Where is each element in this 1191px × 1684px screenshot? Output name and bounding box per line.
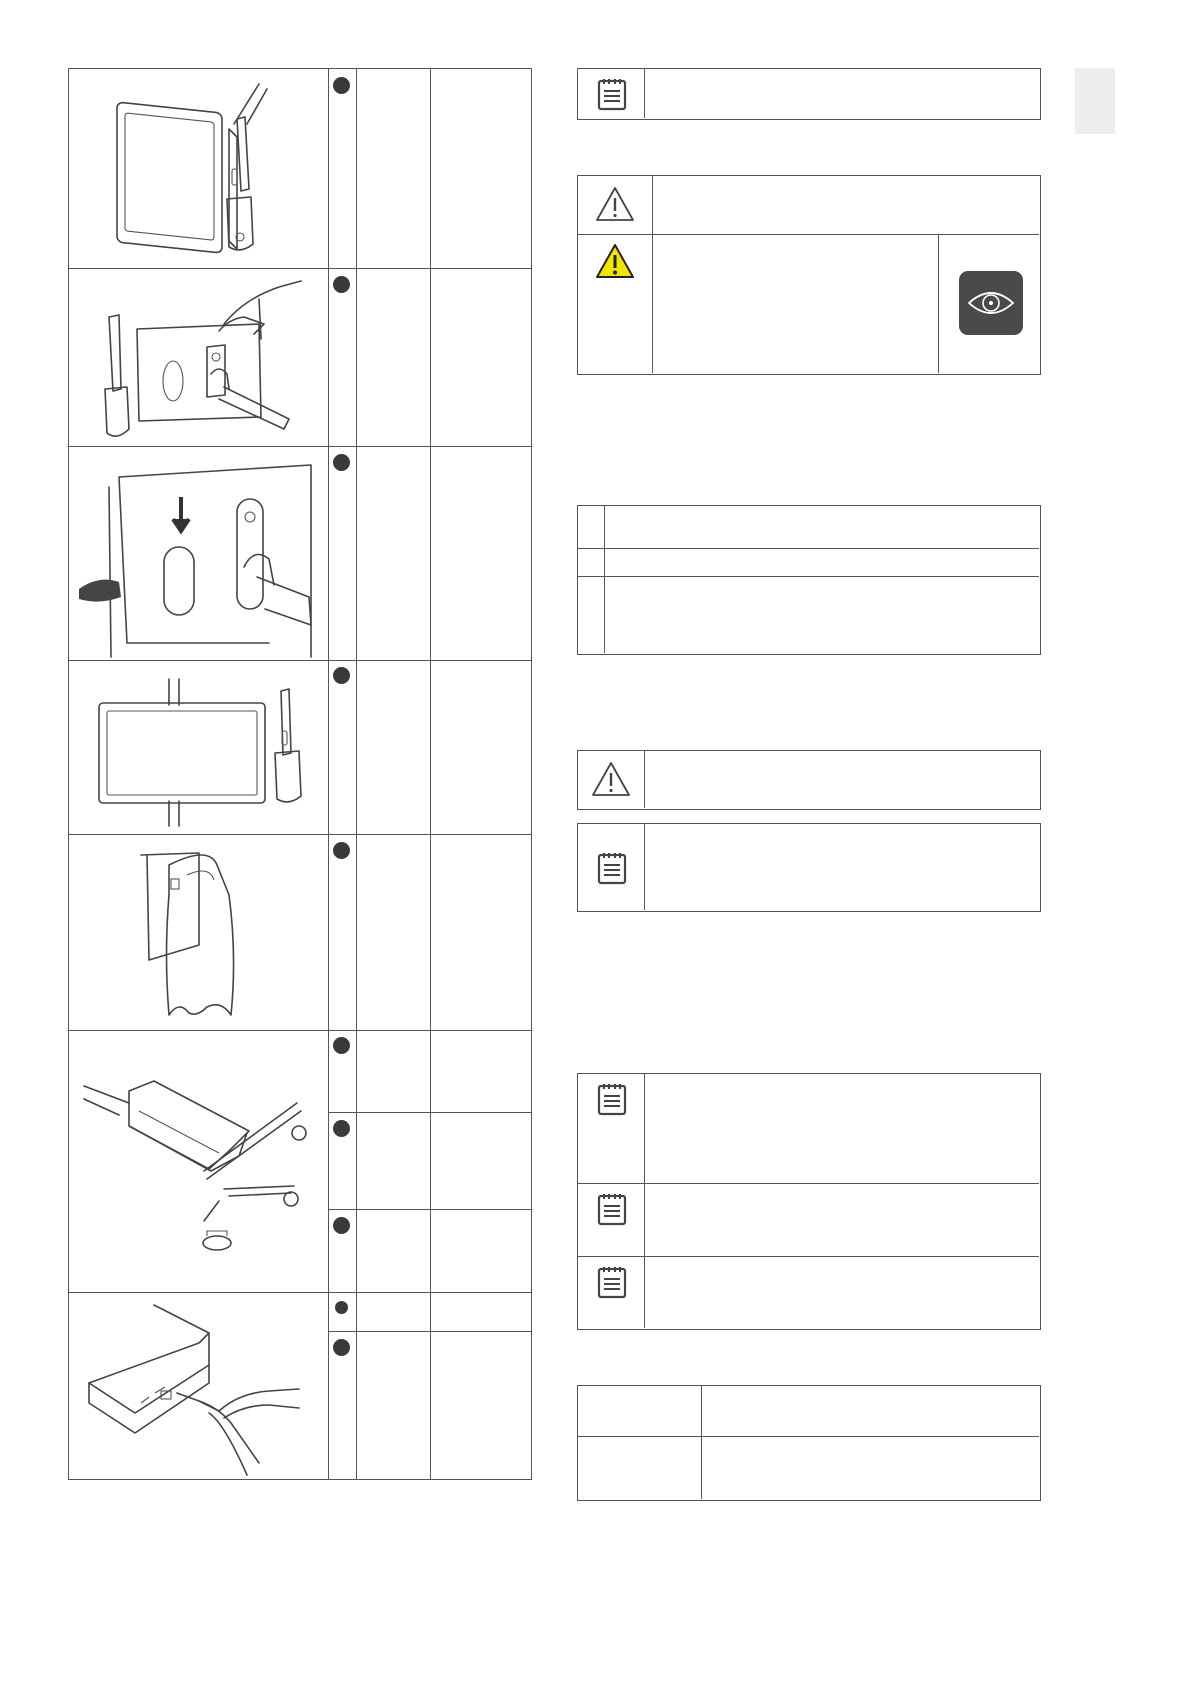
- note-box: [577, 823, 1041, 912]
- warning-yellow-icon: [595, 243, 635, 279]
- scanner-holder-cradle-illustration: [69, 835, 328, 1030]
- eye-icon: [959, 271, 1023, 335]
- note-box: [577, 68, 1041, 120]
- step-marker: [333, 1217, 350, 1234]
- page-edge-tab: [1075, 68, 1115, 134]
- step-marker: [335, 1301, 348, 1314]
- monitor-with-scanner-holder-illustration: [69, 69, 328, 268]
- computer-cable-connection-illustration: [69, 1293, 328, 1479]
- monitor-front-with-scanner-illustration: [69, 661, 328, 834]
- note-icon: [596, 1082, 628, 1116]
- note-icon: [596, 851, 628, 885]
- note-icon: [596, 1265, 628, 1299]
- assembly-steps-table: [68, 68, 532, 1480]
- caution-icon: [591, 761, 631, 797]
- spec-table: [577, 1385, 1041, 1501]
- hand-mounting-monitor-bracket-illustration: [69, 269, 328, 446]
- list-table: [577, 505, 1041, 655]
- notes-box: [577, 1073, 1041, 1330]
- caution-warning-box: [577, 175, 1041, 375]
- cart-with-computer-tray-illustration: [69, 1031, 328, 1292]
- note-icon: [596, 77, 628, 111]
- step-marker: [333, 454, 350, 471]
- step-marker: [333, 842, 350, 859]
- monitor-back-slot-with-arrow-illustration: [69, 447, 328, 660]
- caution-box: [577, 750, 1041, 810]
- step-marker: [333, 77, 350, 94]
- step-marker: [333, 1339, 350, 1356]
- step-marker: [333, 1120, 350, 1137]
- note-icon: [596, 1192, 628, 1226]
- step-marker: [333, 276, 350, 293]
- step-marker: [333, 667, 350, 684]
- caution-icon: [595, 186, 635, 222]
- step-marker: [333, 1037, 350, 1054]
